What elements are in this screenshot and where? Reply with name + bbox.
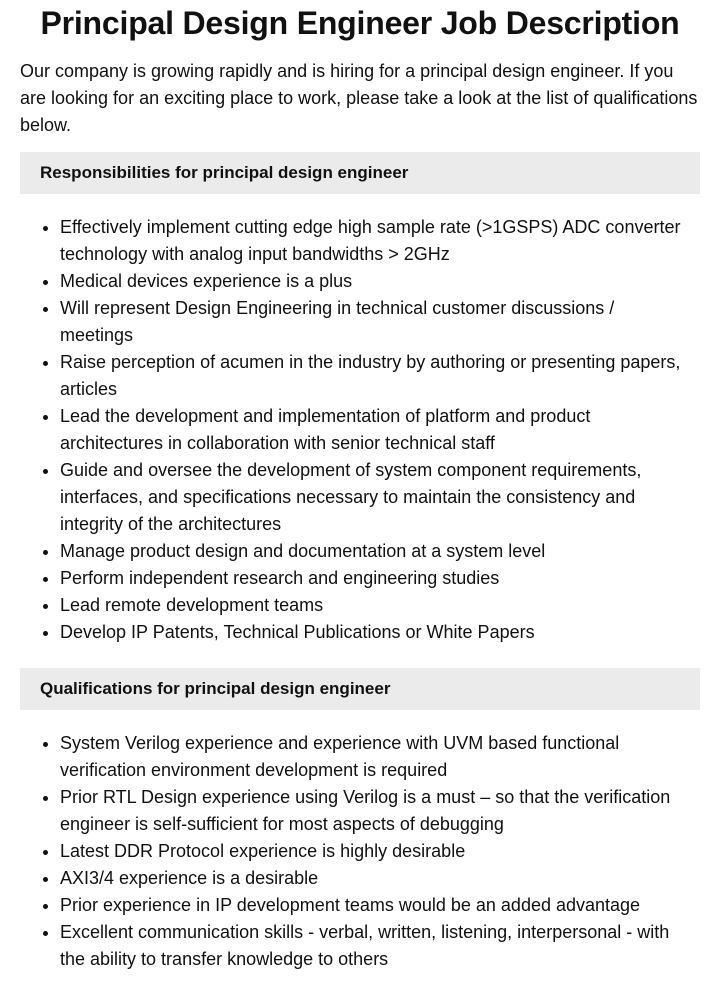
list-item: • Prior experience in IP development teams would be an added advantage [60,892,700,919]
list-item: • Manage product design and documentation at a system level [60,538,700,565]
list-item: • Lead remote development teams [60,592,700,619]
list-item: • Guide and oversee the development of system component requirements, interfaces, and specifications necessary to maintain the consistency and integrity of the architectures [60,457,700,538]
responsibilities-heading: Responsibilities for principal design engineer [20,152,700,194]
list-item: • AXI3/4 experience is a desirable [60,865,700,892]
list-item: • Develop IP Patents, Technical Publications or White Papers [60,619,700,646]
page-title: Principal Design Engineer Job Description [40,5,680,41]
qualifications-list [20,730,700,973]
list-item: • Perform independent research and engineering studies [60,565,700,592]
qualifications-heading: Qualifications for principal design engineer [20,668,700,710]
list-item: • Raise perception of acumen in the industry by authoring or presenting papers, articles [60,349,700,403]
list-item: • Will represent Design Engineering in technical customer discussions / meetings [60,295,700,349]
intro-paragraph: Our company is growing rapidly and is hiring for a principal design engineer. If you are looking for an exciting place to work, please take a look at the list of qualifications below. [20,61,698,135]
list-item: • Prior RTL Design experience using Verilog is a must – so that the verification engineer is self-sufficient for most aspects of debugging [60,784,700,838]
list-item: • System Verilog experience and experience with UVM based functional verification environment development is required [60,730,700,784]
list-item: • Excellent communication skills - verbal, written, listening, interpersonal - with the ability to transfer knowledge to others [60,919,700,973]
list-item: • Effectively implement cutting edge high sample rate (>1GSPS) ADC converter technology with analog input bandwidths > 2GHz [60,214,700,268]
list-item: • Medical devices experience is a plus [60,268,700,295]
list-item: • Latest DDR Protocol experience is highly desirable [60,838,700,865]
list-item: • Lead the development and implementation of platform and product architectures in collaboration with senior technical staff [60,403,700,457]
responsibilities-list [20,214,700,646]
